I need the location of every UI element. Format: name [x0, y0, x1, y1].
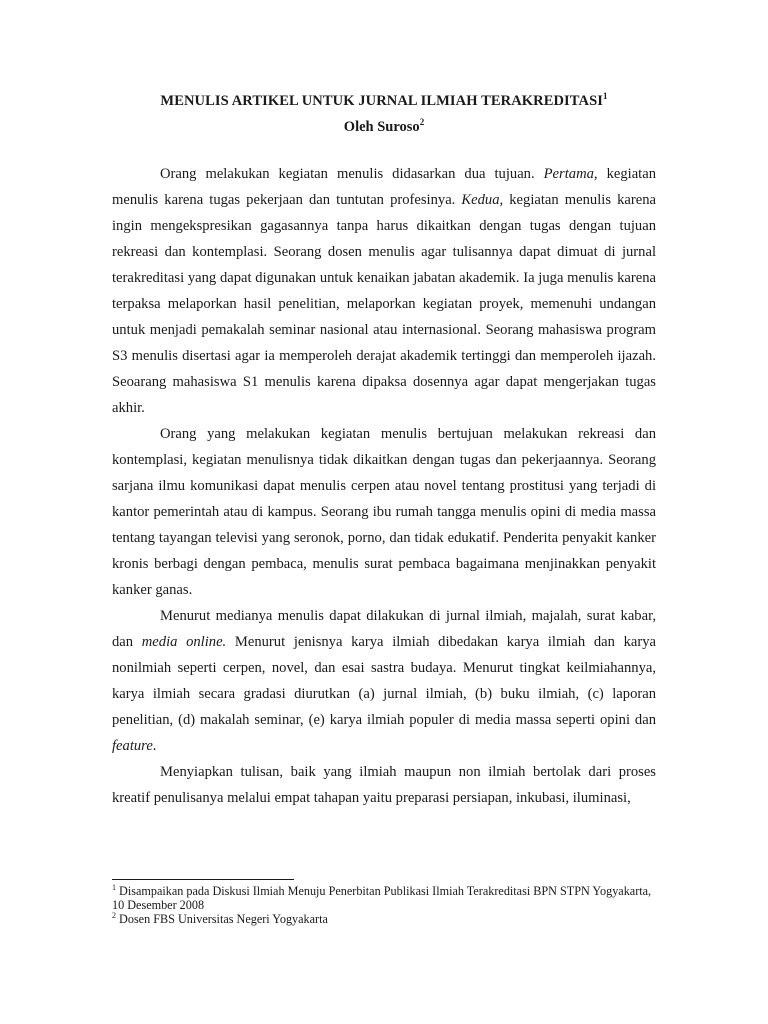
title-footnote-mark: 1: [602, 91, 608, 102]
paragraph-1-part-c: , kegiatan menulis karena tugas pekerjaan dan tuntutan profesinya.: [112, 166, 656, 208]
document-title: [112, 88, 656, 114]
paragraph-3-part-c: Menurut jenisnya karya ilmiah dibedakan karya ilmiah dan karya nonilmiah seperti cerpen, novel, dan esai sastra budaya. Menurut tingkat keilmiahannya, karya ilmiah secara gradasi diurutkan (a) jurnal ilmiah, (b) buku ilmiah, (c) laporan penelitian, (d) makalah seminar, (e) karya ilmiah populer di media massa seperti opini dan: [112, 634, 656, 728]
author-name: Oleh Suroso: [343, 119, 420, 135]
footnote-1-mark: 1: [112, 882, 116, 892]
author-footnote-mark: 2: [419, 117, 425, 128]
paragraph-3-emphasis-feature: feature: [112, 738, 153, 754]
paragraph-1-part-a: Orang melakukan kegiatan menulis didasarkan dua tujuan.: [160, 166, 544, 182]
document-page: [112, 88, 656, 811]
footnote-1-text: Disampaikan pada Diskusi Ilmiah Menuju Penerbitan Publikasi Ilmiah Terakreditasi BPN STPN Yogyakarta, 10 Desember 2008: [112, 884, 652, 912]
paragraph-1-emphasis-kedua: Kedua,: [461, 192, 504, 208]
paragraph-1: [112, 161, 656, 421]
footnote-2-mark: 2: [112, 910, 116, 920]
paragraph-1-emphasis-pertama: Pertama: [543, 166, 594, 182]
paragraph-4-text: Menyiapkan tulisan, baik yang ilmiah maupun non ilmiah bertolak dari proses kreatif penulisanya melalui empat tahapan yaitu preparasi persiapan, inkubasi, iluminasi,: [112, 764, 656, 806]
paragraph-1-part-e: kegiatan menulis karena ingin mengekspresikan gagasannya tanpa harus dikaitkan dengan tugas dengan tujuan rekreasi dan kontemplasi. Seorang dosen menulis agar tulisannya dapat dimuat di jurnal terakreditasi yang dapat digunakan untuk kenaikan jabatan akademik. Ia juga menulis karena terpaksa melaporkan hasil penelitian, melaporkan kegiatan proyek, memenuhi undangan untuk menjadi pemakalah seminar nasional atau internasional. Seorang mahasiswa program S3 menulis disertasi agar ia memperoleh derajat akademik tertinggi dan memperoleh ijazah. Seoarang mahasiswa S1 menulis karena dipaksa dosennya agar dapat mengerjakan tugas akhir.: [112, 192, 656, 416]
document-title-text: MENULIS ARTIKEL UNTUK JURNAL ILMIAH TERAKREDITASI: [160, 93, 603, 109]
paragraph-3-emphasis-media-online: media online.: [141, 634, 227, 650]
footnote-1: [112, 884, 656, 912]
paragraph-3: [112, 603, 656, 759]
paragraph-2-text: Orang yang melakukan kegiatan menulis bertujuan melakukan rekreasi dan kontemplasi, kegiatan menulisnya tidak dikaitkan dengan tugas dan pekerjaannya. Seorang sarjana ilmu komunikasi dapat menulis cerpen atau novel tentang prostitusi yang terjadi di kantor pemerintah atau di kampus. Seorang ibu rumah tangga menulis opini di media massa tentang tayangan televisi yang seronok, porno, dan tidak edukatif. Penderita penyakit kanker kronis berbagi dengan pembaca, menulis surat pembaca bagaimana menjinakkan penyakit kanker ganas.: [112, 426, 656, 598]
paragraph-3-part-e: .: [152, 738, 157, 754]
paragraph-3-part-a: Menurut medianya menulis dapat dilakukan di jurnal ilmiah, majalah, surat kabar, dan: [112, 608, 656, 650]
footnote-separator: [112, 879, 294, 880]
author-line: [112, 114, 656, 140]
article-body: [112, 161, 656, 811]
footnotes: [112, 884, 656, 926]
footnote-2: [112, 912, 656, 926]
paragraph-4: [112, 759, 656, 811]
footnote-2-text: Dosen FBS Universitas Negeri Yogyakarta: [116, 912, 328, 926]
paragraph-2: [112, 421, 656, 603]
